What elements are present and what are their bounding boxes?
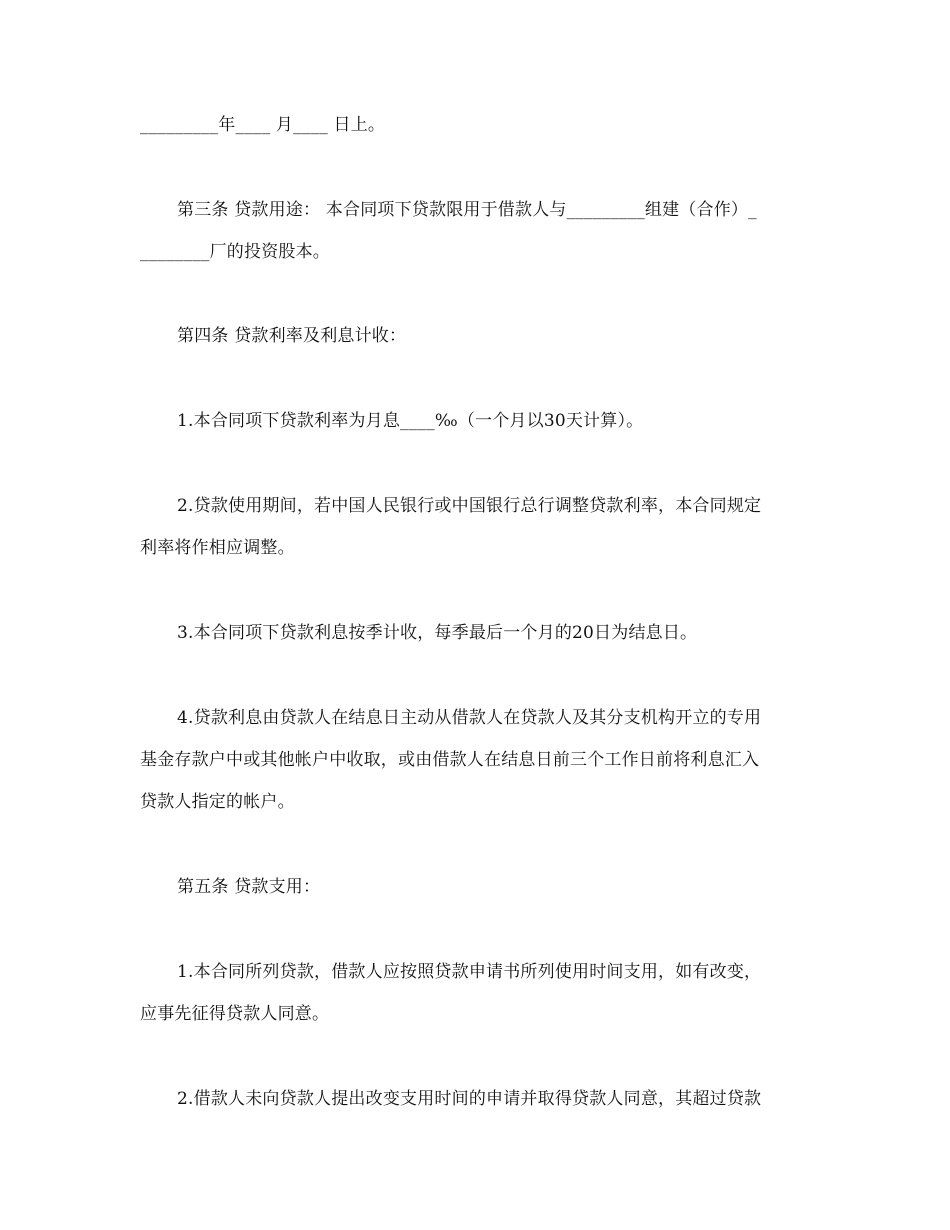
article-5-clause-1-line-1: 1.本合同所列贷款，借款人应按照贷款申请书所列使用时间支用，如有改变， <box>177 962 762 982</box>
article-3-line-2: ________厂的投资股本。 <box>140 242 330 262</box>
article-4-clause-2-line-2: 利率将作相应调整。 <box>140 538 295 558</box>
article-4-clause-4-line-3: 贷款人指定的帐户。 <box>140 792 295 812</box>
article-4-clause-4-line-1: 4.贷款利息由贷款人在结息日主动从借款人在贷款人及其分支机构开立的专用 <box>177 708 762 728</box>
article-4-clause-4-line-2: 基金存款户中或其他帐户中收取，或由借款人在结息日前三个工作日前将利息汇入 <box>140 750 760 770</box>
article-4-clause-3: 3.本合同项下贷款利息按季计收，每季最后一个月的20日为结息日。 <box>177 623 698 643</box>
article-5-clause-1-line-2: 应事先征得贷款人同意。 <box>140 1004 330 1024</box>
article-3-line-1: 第三条 贷款用途： 本合同项下贷款限用于借款人与_________组建（合作）_ <box>177 200 757 220</box>
article-5-heading: 第五条 贷款支用： <box>177 877 321 897</box>
article-4-heading: 第四条 贷款利率及利息计收： <box>177 326 407 346</box>
article-5-clause-2-line-1: 2.借款人未向贷款人提出改变支用时间的申请并取得贷款人同意，其超过贷款 <box>177 1089 762 1109</box>
article-4-clause-2-line-1: 2.贷款使用期间，若中国人民银行或中国银行总行调整贷款利率，本合同规定 <box>177 496 762 516</box>
article-4-clause-1: 1.本合同项下贷款利率为月息____‰（一个月以30天计算）。 <box>177 411 644 431</box>
date-line: _________年____ 月____ 日上。 <box>140 115 386 135</box>
